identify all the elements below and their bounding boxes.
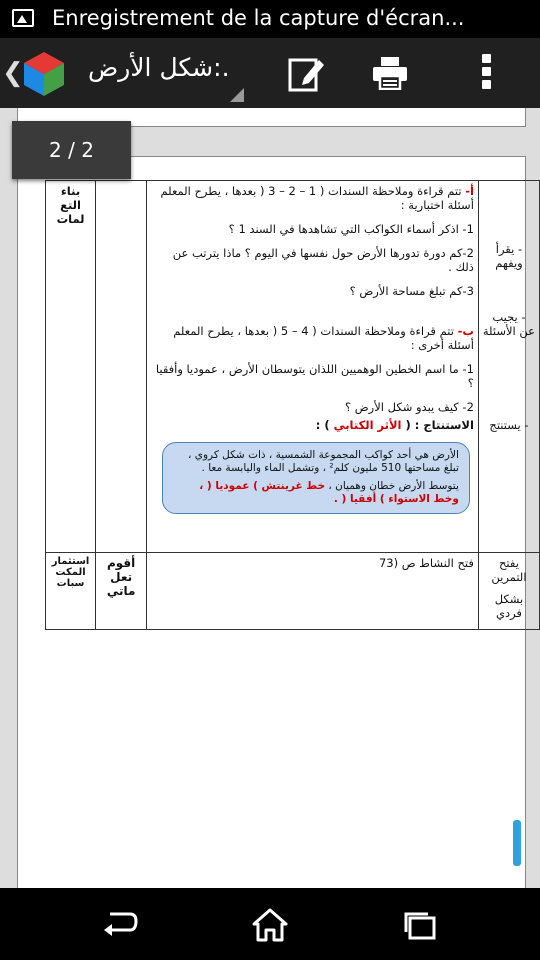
list-item: - يجيب عن الأسئلة	[482, 310, 535, 338]
back-icon[interactable]: ❮	[2, 58, 24, 88]
list-item: يفتح التمرين	[491, 556, 527, 584]
question: 2- كيف يبدو شكل الأرض ؟	[345, 400, 474, 414]
activity-text: تتم قراءة وملاحظة السندات ( 1 – 2 – 3 ( بعدها ، يطرح المعلم أسئلة اختبارية :	[160, 184, 474, 212]
home-icon[interactable]	[250, 906, 290, 942]
overflow-menu-icon[interactable]	[478, 54, 494, 94]
list-item: - يستنتج	[489, 418, 529, 432]
navigation-bar	[0, 888, 540, 960]
item-marker: ب-	[457, 324, 474, 338]
main-activity-cell: فتح النشاط ص (73	[147, 553, 479, 630]
learner-activity-cell	[478, 553, 539, 630]
callout-text: يتوسط الأرض خطان وهميان ،	[325, 480, 459, 492]
conclusion-highlight: الأثر الكتابي	[333, 418, 402, 432]
evaluation-cell: بناء التع لمات	[46, 181, 96, 553]
main-activity-cell	[147, 181, 479, 553]
activity-text: تتم قراءة وملاحظة السندات ( 4 – 5 ( بعدها ، يطرح المعلم أسئلة أخرى :	[173, 324, 474, 352]
scrollbar-thumb[interactable]	[513, 820, 521, 866]
list-item: بشكل فردي	[494, 592, 524, 620]
evaluation-cell: استثمار المكت سبات	[46, 553, 96, 630]
page-indicator: 2 / 2	[12, 121, 131, 179]
learner-activity-cell	[478, 181, 539, 553]
image-icon	[12, 9, 34, 27]
conclusion-label: الاستنتاج : (	[405, 418, 474, 432]
callout-text: الأرض هي أحد كواكب المجموعة الشمسية ، ذات شكل كروي ، تبلغ مساحتها 510 مليون كلم² ، وتشمل الماء واليابسة معا .	[188, 449, 459, 474]
back-nav-icon[interactable]	[100, 906, 140, 942]
check-cell: أقوم تعل ماتي	[96, 553, 147, 630]
item-marker: أ-	[465, 184, 474, 198]
conclusion-callout	[162, 442, 470, 514]
table-row	[46, 181, 540, 553]
question: 3-كم تبلغ مساحة الأرض ؟	[349, 284, 474, 298]
table-row	[46, 553, 540, 630]
spinner-corner	[230, 88, 244, 102]
recents-icon[interactable]	[400, 906, 440, 942]
question: 2-كم دورة تدورها الأرض حول نفسها في اليوم ؟ ماذا يترتب عن ذلك .	[172, 246, 474, 274]
print-icon[interactable]	[372, 56, 408, 90]
list-item: - يقرأ ويفهم	[495, 242, 523, 270]
question: 1- ما اسم الخطين الوهميين اللذان يتوسطان الأرض ، عموديا وأفقيا ؟	[155, 362, 474, 390]
status-bar	[0, 0, 540, 38]
status-title: Enregistrement de la capture d'écran...	[52, 6, 465, 30]
document-title[interactable]: شكل الأرض:.	[88, 53, 230, 82]
conclusion-end: ) :	[315, 418, 330, 432]
question: 1- اذكر أسماء الكواكب التي تشاهدها في السند 1 ؟	[228, 222, 474, 236]
edit-icon[interactable]	[286, 54, 326, 94]
lesson-table	[45, 180, 540, 630]
check-cell	[96, 181, 147, 553]
app-toolbar	[0, 38, 540, 108]
callout-highlight: خط غرينتش ) عموديا ( ، وخط الاستواء ) أفقيا ( .	[199, 480, 459, 505]
app-logo-icon[interactable]	[20, 50, 68, 98]
